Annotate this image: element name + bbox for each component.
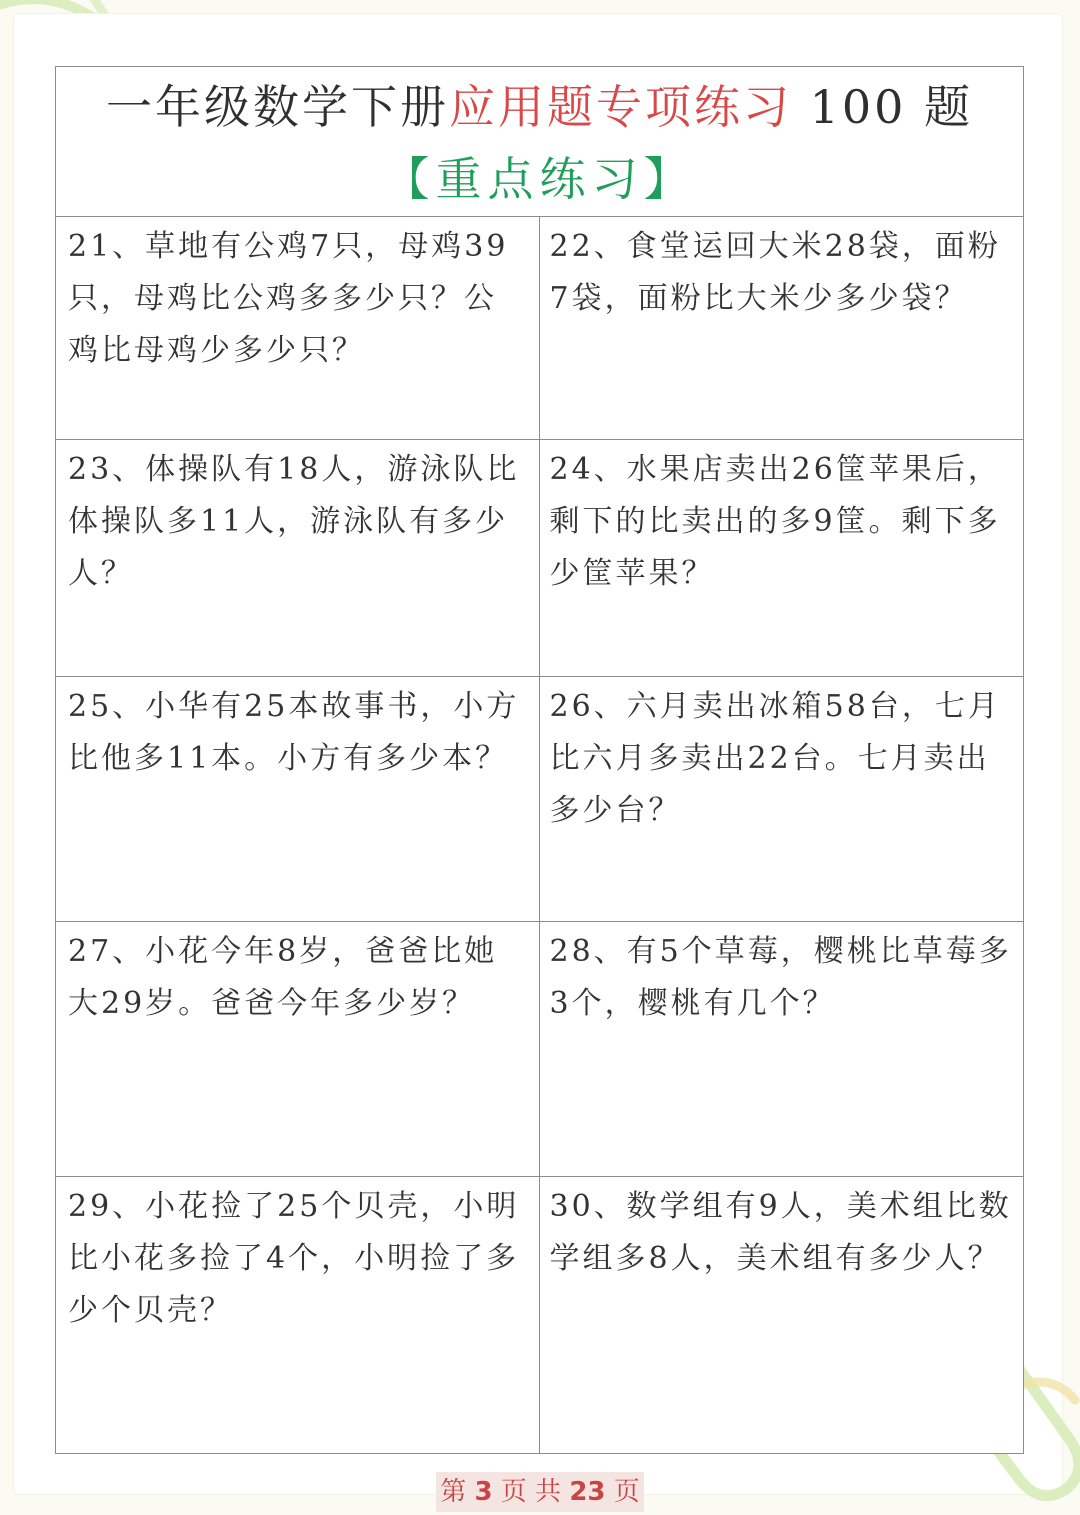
question-row	[56, 1177, 1023, 1453]
question-row	[56, 677, 1023, 922]
page-subtitle: 【重点练习】	[383, 152, 696, 206]
question-cell: 25、小华有25本故事书，小方比他多11本。小方有多少本？	[56, 677, 540, 921]
page-footer	[0, 1472, 1080, 1512]
question-cell: 22、食堂运回大米28袋，面粉7袋，面粉比大米少多少袋？	[549, 229, 1001, 316]
question-cell: 29、小花捡了25个贝壳，小明比小花多捡了4个，小明捡了多少个贝壳？	[56, 1177, 540, 1453]
page-number	[436, 1472, 644, 1512]
question-cell: 30、数学组有9人，美术组比数学组多8人，美术组有多少人？	[549, 1189, 1012, 1276]
question-cell: 23、体操队有18人，游泳队比体操队多11人，游泳队有多少人？	[56, 440, 540, 676]
title-part-count: 100 题	[791, 80, 974, 134]
question-cell: 27、小花今年8岁，爸爸比她大29岁。爸爸今年多少岁？	[56, 922, 540, 1176]
page-title	[56, 75, 1023, 139]
question-row	[56, 440, 1023, 677]
question-row	[56, 922, 1023, 1177]
title-part-topic: 应用题专项练习	[448, 80, 792, 134]
page-suffix: 页	[605, 1477, 640, 1507]
page-middle: 页 共	[492, 1477, 570, 1507]
question-cell: 24、水果店卖出26筐苹果后，剩下的比卖出的多9筐。剩下多少筐苹果？	[549, 452, 1001, 591]
total-pages: 23	[569, 1477, 606, 1507]
current-page: 3	[474, 1477, 493, 1507]
question-row	[56, 217, 1023, 440]
worksheet-header	[56, 67, 1023, 217]
question-grid	[56, 217, 1023, 1453]
question-cell: 26、六月卖出冰箱58台，七月比六月多卖出22台。七月卖出多少台？	[549, 689, 1001, 828]
question-cell: 21、草地有公鸡7只，母鸡39只，母鸡比公鸡多多少只？公鸡比母鸡少多少只？	[56, 217, 540, 439]
question-cell: 28、有5个草莓，樱桃比草莓多3个，樱桃有几个？	[549, 934, 1012, 1021]
title-part-grade: 一年级数学下册	[105, 80, 449, 134]
worksheet	[55, 66, 1024, 1454]
page-prefix: 第	[440, 1477, 475, 1507]
